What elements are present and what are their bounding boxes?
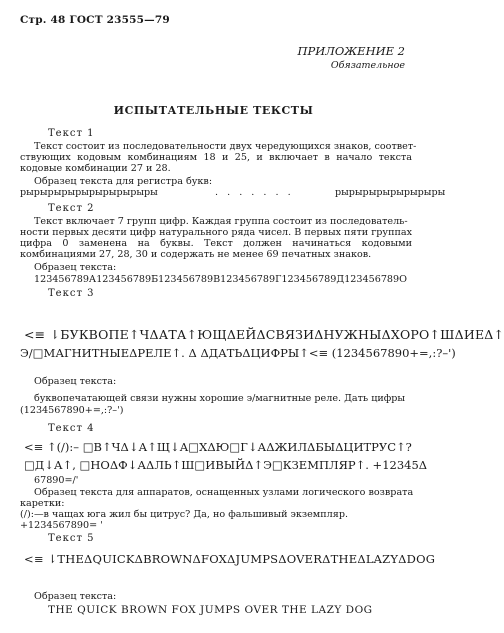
text3-heading: Текст 3 (48, 288, 95, 299)
text1-heading: Текст 1 (48, 128, 95, 139)
text3-code-line1: <≡ ⇂БУКВОПЕ↑ЧΔАТА↑ЮЩΔЕЙΔСВЯЗИΔНУЖНЫΔХОРО↑ШΔИЕΔ↑ (24, 327, 504, 342)
text3-code-line2: Э/□МАГНИТНЫЕΔРЕЛЕ↑. Δ ΔДАТЬΔЦИФРЫ↑<≡ (1234567890+=,:?–') (20, 346, 456, 360)
text4-sample-line2: +1234567890= ' (20, 520, 103, 531)
text1-sample-left: рырырырырырырырырыры (20, 187, 158, 198)
text1-sample-dots: . . . . . . . (215, 187, 294, 198)
text1-para-line1: Текст состоит из последовательности двух чередующихся знаков, соответ- (34, 141, 417, 152)
text4-code-line1: <≡ ↑(/):– □В↑ЧΔ↓А↑Щ↓А□ХΔЮ□Г↓АΔЖИЛΔБЫΔЦИТРУС↑? (24, 440, 412, 454)
text2-sample: 123456789А123456789Б123456789В123456789Г123456789Д123456789О (34, 274, 407, 285)
text1-sample-label: Образец текста для регистра букв: (34, 176, 213, 187)
text5-code-line1: <≡ ⇂THEΔQUICKΔBROWNΔFOXΔJUMPSΔOVERΔTHEΔLAZYΔDOG (24, 552, 436, 566)
page-header: Стр. 48 ГОСТ 23555—79 (20, 14, 170, 26)
text5-heading: Текст 5 (48, 533, 95, 544)
text1-para-rest: ствующих кодовым комбинациям 18 и 25, и включает в начало текста кодовые комбинации 27 и 28. (20, 152, 412, 174)
text2-heading: Текст 2 (48, 203, 95, 214)
text3-sample-label: Образец текста: (34, 376, 117, 387)
text2-para-line1: Текст включает 7 групп цифр. Каждая группа состоит из последователь- (34, 216, 408, 227)
appendix-status: Обязательное (330, 60, 405, 71)
text2-para-rest: ности первых десяти цифр натурального ряда чисел. В первых пяти группах цифра 0 заменена на буквы. Текст должен начинаться кодовыми комбинациями 27, 28, 30 и содержать не менее 69 печатных знаков. (20, 227, 412, 260)
text2-sample-label: Образец текста: (34, 262, 117, 273)
text4-code-line2: □Д↓А↑, □НОΔФ↓АΔЛЬ↑Ш□ИВЫЙΔ↑Э□КЗЕМПЛЯР↑. +12345Δ (24, 458, 428, 472)
appendix-title: ПРИЛОЖЕНИЕ 2 (297, 44, 405, 58)
text3-sample-line2: (1234567890+=,:?–') (20, 405, 124, 416)
text4-heading: Текст 4 (48, 423, 95, 434)
text4-para-line1: Образец текста для аппаратов, оснащенных узлами логического возврата (34, 487, 414, 498)
text4-para-line2: каретки: (20, 498, 65, 509)
text5-sample: THE QUICK BROWN FOX JUMPS OVER THE LAZY DOG (48, 604, 373, 616)
text4-code-line3: 67890=/' (34, 475, 79, 486)
text3-sample-line1: буквопечатающей связи нужны хорошие э/магнитные реле. Дать цифры (34, 393, 406, 404)
document-title: ИСПЫТАТЕЛЬНЫЕ ТЕКСТЫ (113, 104, 314, 117)
text1-sample-right: рырырырырырырыры (335, 187, 446, 198)
text4-sample-line1: (/):—в чащах юга жил бы цитрус? Да, но фальшивый экземпляр. (20, 509, 349, 520)
text5-sample-label: Образец текста: (34, 591, 117, 602)
